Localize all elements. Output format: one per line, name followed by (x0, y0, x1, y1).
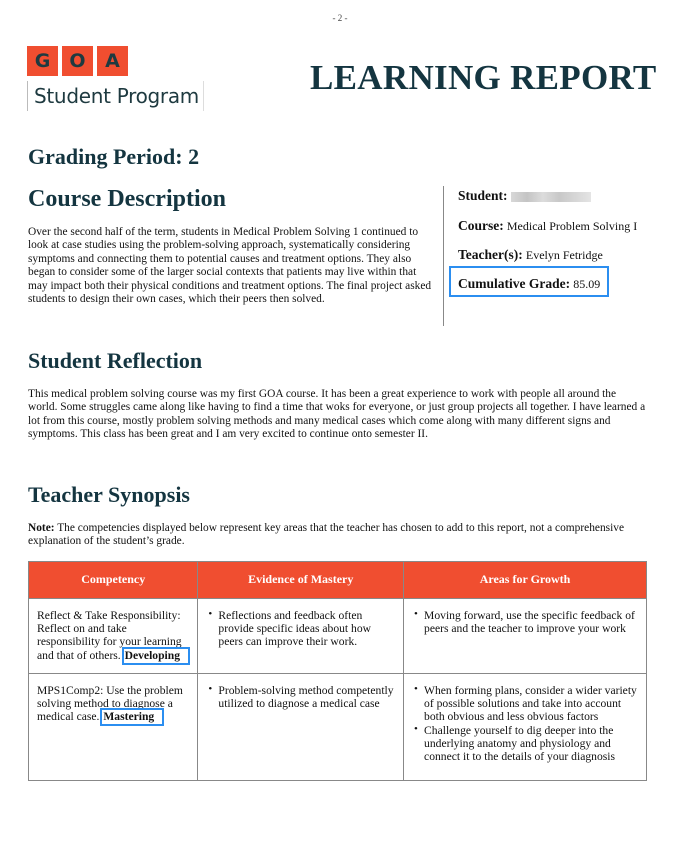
course-description-body: Over the second half of the term, students in Medical Problem Solving 1 continued to look at case studies using the problem-solving approach, systematically considering symptoms and connecting them to potential causes and treatment options. They also began to consider some of the larger social contexts that patients may live within that may impact both their physical conditions and treatment options. The final project asked students to design their own cases, which their peers then solved. (28, 226, 432, 306)
student-info-panel (443, 186, 664, 326)
grading-period: Grading Period: 2 (28, 144, 200, 169)
evidence-cell (198, 599, 404, 674)
header-evidence: Evidence of Mastery (198, 562, 404, 599)
competency-cell (29, 674, 198, 781)
table-row (29, 599, 647, 674)
teacher-label: Teacher(s): (458, 247, 523, 262)
header-competency: Competency (29, 562, 198, 599)
competency-level: Developing (124, 649, 188, 663)
competency-text: Reflect & Take Responsibility: Reflect on and take responsibility for your learning and that of others. (37, 609, 182, 662)
evidence-item: • Reflections and feedback often provide specific ideas about how peers can improve their work. (218, 609, 395, 649)
note-label: Note: (28, 522, 55, 534)
logo-letters (27, 46, 204, 76)
header-growth: Areas for Growth (404, 562, 647, 599)
note-text: The competencies displayed below represent key areas that the teacher has chosen to add to this report, not a comprehensive explanation of the student’s grade. (28, 522, 625, 548)
grade-value: 85.09 (573, 277, 601, 291)
student-name-redacted (511, 192, 591, 202)
course-row (458, 218, 637, 234)
student-reflection-heading: Student Reflection (28, 348, 203, 373)
student-label: Student: (458, 188, 508, 203)
growth-item: • When forming plans, consider a wider variety of possible solutions and take into account both obvious and less obvious factors (424, 684, 638, 724)
report-title: LEARNING REPORT (310, 58, 657, 97)
synopsis-note (28, 522, 648, 549)
course-label: Course: (458, 218, 504, 233)
teacher-synopsis-heading: Teacher Synopsis (28, 482, 190, 507)
table-header-row (29, 562, 647, 599)
student-row (458, 188, 591, 204)
growth-cell (404, 674, 647, 781)
growth-cell (404, 599, 647, 674)
logo-letter: A (97, 46, 128, 76)
competency-table (28, 561, 647, 781)
evidence-cell (198, 674, 404, 781)
competency-level: Mastering (102, 710, 162, 724)
student-reflection-body: This medical problem solving course was my first GOA course. It has been a great experience to work with people all around the world. Some struggles came along like having to find a time that woks for everyone, or just group projects all together. I have learned a lot from this course, mostly problem solving methods and many medical cases which come along with many different signs and symptoms. This class has been great and I am very excited to continue onto semester II. (28, 388, 646, 440)
evidence-item: • Problem-solving method competently utilized to diagnose a medical case (218, 684, 395, 710)
growth-item: • Moving forward, use the specific feedback of peers and the teacher to improve your work (424, 609, 638, 635)
growth-item: • Challenge yourself to dig deeper into the underlying anatomy and physiology and connect it to the details of your diagnosis (424, 724, 638, 764)
teacher-row (458, 247, 603, 263)
logo-letter: G (27, 46, 58, 76)
grade-label: Cumulative Grade: (458, 276, 571, 291)
grade-row (458, 276, 600, 292)
teacher-value: Evelyn Fetridge (525, 248, 603, 262)
course-description-heading: Course Description (28, 186, 226, 212)
logo-letter: O (62, 46, 93, 76)
competency-text: MPS1Comp2: Use the problem solving method to diagnose a medical case. (37, 684, 183, 724)
page-number: - 2 - (332, 13, 348, 23)
table-row (29, 674, 647, 781)
competency-cell (29, 599, 198, 674)
course-value: Medical Problem Solving I (506, 219, 638, 233)
goa-logo (27, 46, 204, 111)
logo-subtitle: Student Program (27, 81, 204, 111)
